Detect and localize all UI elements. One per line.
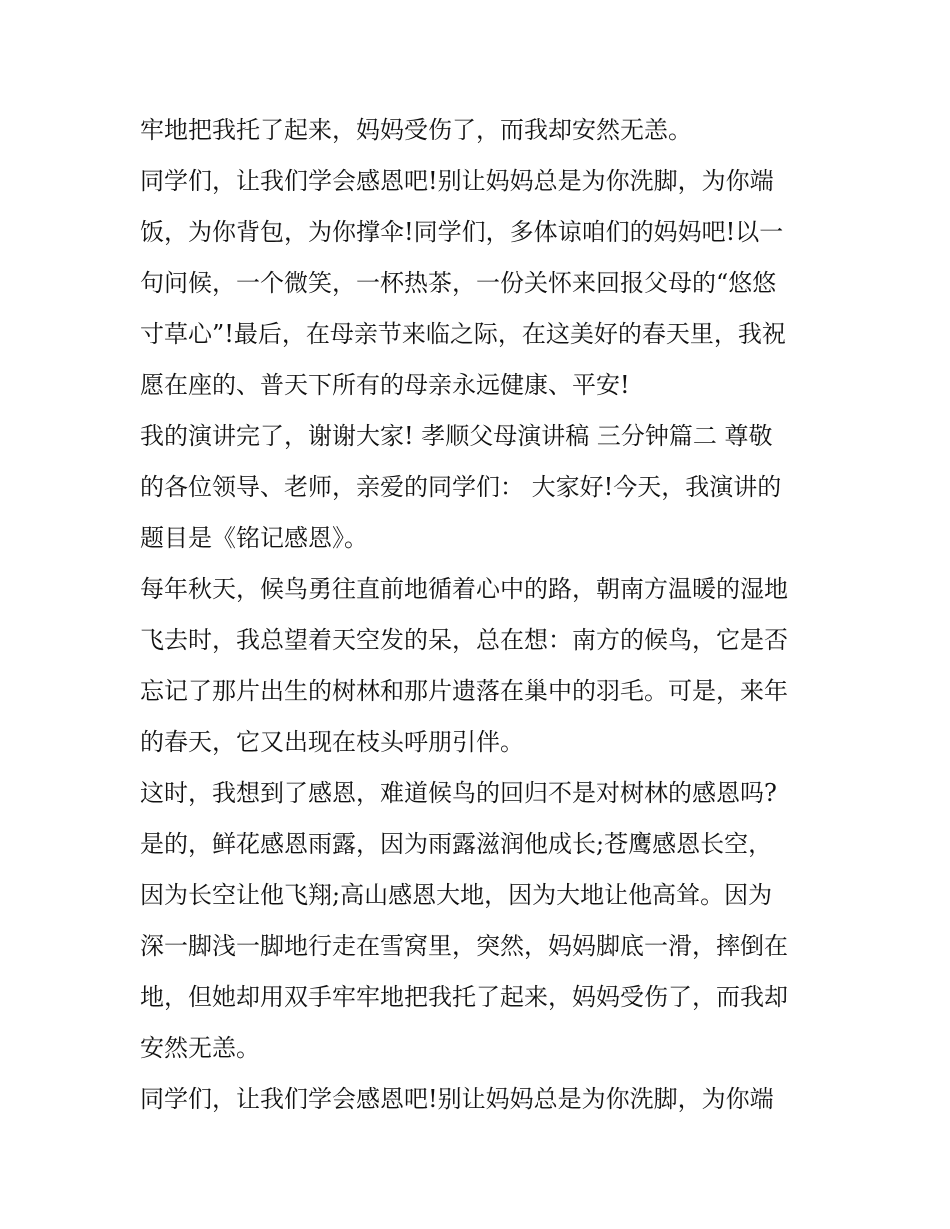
text-line-4: 句问候，一个微笑，一杯热茶，一份关怀来回报父母的“悠悠 xyxy=(140,269,777,297)
text-line-10: 每年秋天，候鸟勇往直前地循着心中的路，朝南方温暖的湿地 xyxy=(140,575,788,603)
text-line-3: 饭，为你背包，为你撑伞!同学们，多体谅咱们的妈妈吧!以一 xyxy=(140,218,784,246)
text-line-8: 的各位领导、老师，亲爱的同学们： 大家好!今天，我演讲的 xyxy=(140,473,782,501)
text-line-16: 因为长空让他飞翔;高山感恩大地，因为大地让他高耸。因为 xyxy=(140,881,773,909)
text-line-2: 同学们，让我们学会感恩吧!别让妈妈总是为你洗脚，为你端 xyxy=(140,167,774,195)
text-line-7: 我的演讲完了，谢谢大家! 孝顺父母演讲稿 三分钟篇二 尊敬 xyxy=(140,422,773,450)
speech-text-body xyxy=(140,105,820,1125)
text-line-11: 飞去时，我总望着天空发的呆，总在想：南方的候鸟，它是否 xyxy=(140,626,788,654)
text-line-17: 深一脚浅一脚地行走在雪窝里，突然，妈妈脚底一滑，摔倒在 xyxy=(140,932,788,960)
text-line-12: 忘记了那片出生的树林和那片遗落在巢中的羽毛。可是，来年 xyxy=(140,677,788,705)
text-line-20: 同学们，让我们学会感恩吧!别让妈妈总是为你洗脚，为你端 xyxy=(140,1085,774,1113)
text-line-19: 安然无恙。 xyxy=(140,1034,260,1062)
text-line-6: 愿在座的、普天下所有的母亲永远健康、平安! xyxy=(140,371,630,399)
text-line-13: 的春天，它又出现在枝头呼朋引伴。 xyxy=(140,728,524,756)
text-line-14: 这时，我想到了感恩，难道候鸟的回归不是对树林的感恩吗? xyxy=(140,779,777,807)
text-line-9: 题目是《铭记感恩》。 xyxy=(140,524,368,552)
text-line-18: 地，但她却用双手牢牢地把我托了起来，妈妈受伤了，而我却 xyxy=(140,983,788,1011)
text-line-1: 牢地把我托了起来，妈妈受伤了，而我却安然无恙。 xyxy=(140,116,692,144)
text-line-5: 寸草心”!最后，在母亲节来临之际，在这美好的春天里，我祝 xyxy=(140,320,786,348)
text-line-15: 是的，鲜花感恩雨露，因为雨露滋润他成长;苍鹰感恩长空， xyxy=(140,830,773,858)
